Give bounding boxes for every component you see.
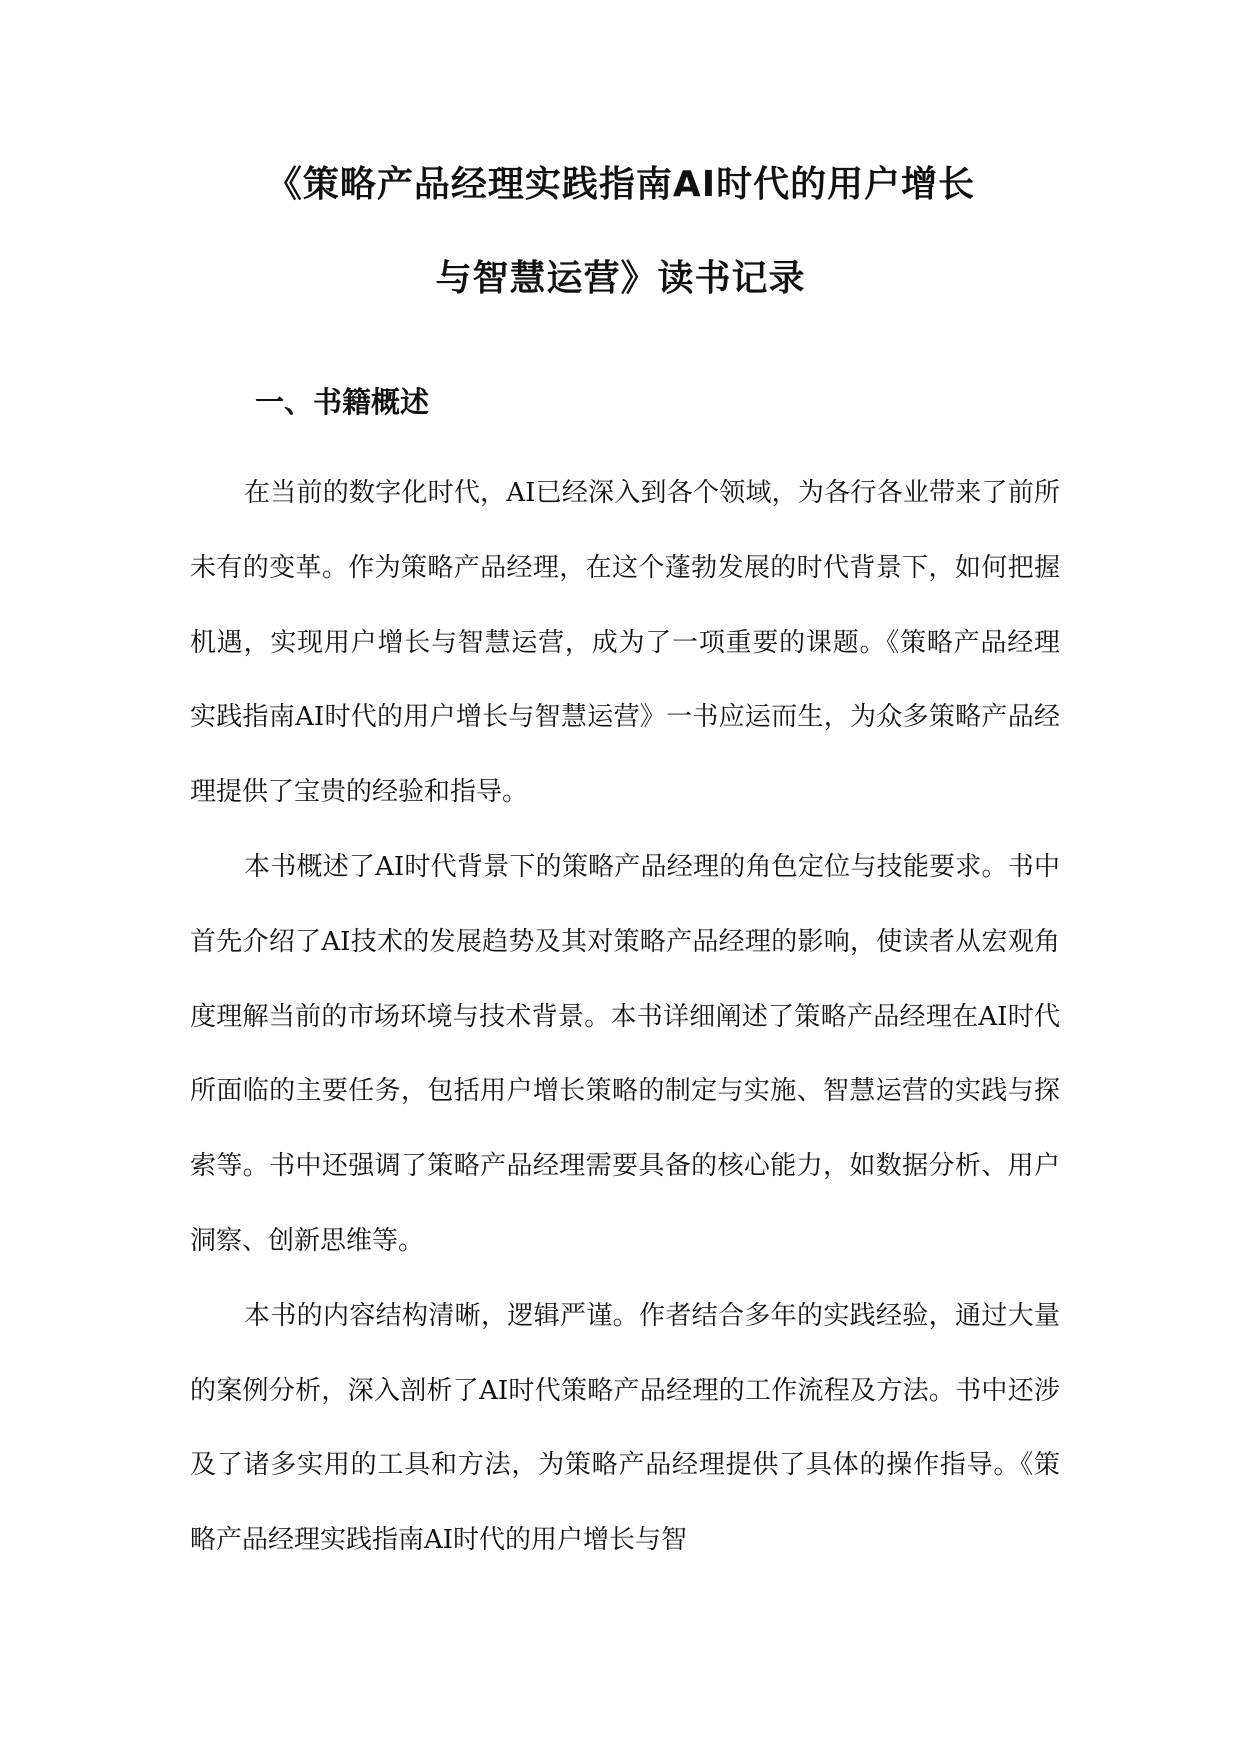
body-text [190, 456, 1060, 1578]
paragraph-1: 在当前的数字化时代，AI已经深入到各个领域，为各行各业带来了前所未有的变革。作为策略产品经理，在这个蓬勃发展的时代背景下，如何把握机遇，实现用户增长与智慧运营，成为了一项重要的课题。《策略产品经理实践指南AI时代的用户增长与智慧运营》一书应运而生，为众多策略产品经理提供了宝贵的经验和指导。 [190, 478, 1060, 808]
title-line-2: 与智慧运营》读书记录 [435, 258, 806, 299]
paragraph-2: 本书概述了AI时代背景下的策略产品经理的角色定位与技能要求。书中首先介绍了AI技术的发展趋势及其对策略产品经理的影响，使读者从宏观角度理解当前的市场环境与技术背景。本书详细阐述了策略产品经理在AI时代所面临的主要任务，包括用户增长策略的制定与实施、智慧运营的实践与探索等。书中还强调了策略产品经理需要具备的核心能力，如数据分析、用户洞察、创新思维等。 [190, 851, 1060, 1256]
section-heading: 一、书籍概述 [255, 385, 430, 419]
paragraph-3: 本书的内容结构清晰，逻辑严谨。作者结合多年的实践经验，通过大量的案例分析，深入剖析了AI时代策略产品经理的工作流程及方法。书中还涉及了诸多实用的工具和方法，为策略产品经理提供了具体的操作指导。《策略产品经理实践指南AI时代的用户增长与智 [190, 1300, 1060, 1556]
document-title [0, 138, 1241, 326]
title-line-1: 《策略产品经理实践指南AI时代的用户增长 [265, 164, 976, 205]
